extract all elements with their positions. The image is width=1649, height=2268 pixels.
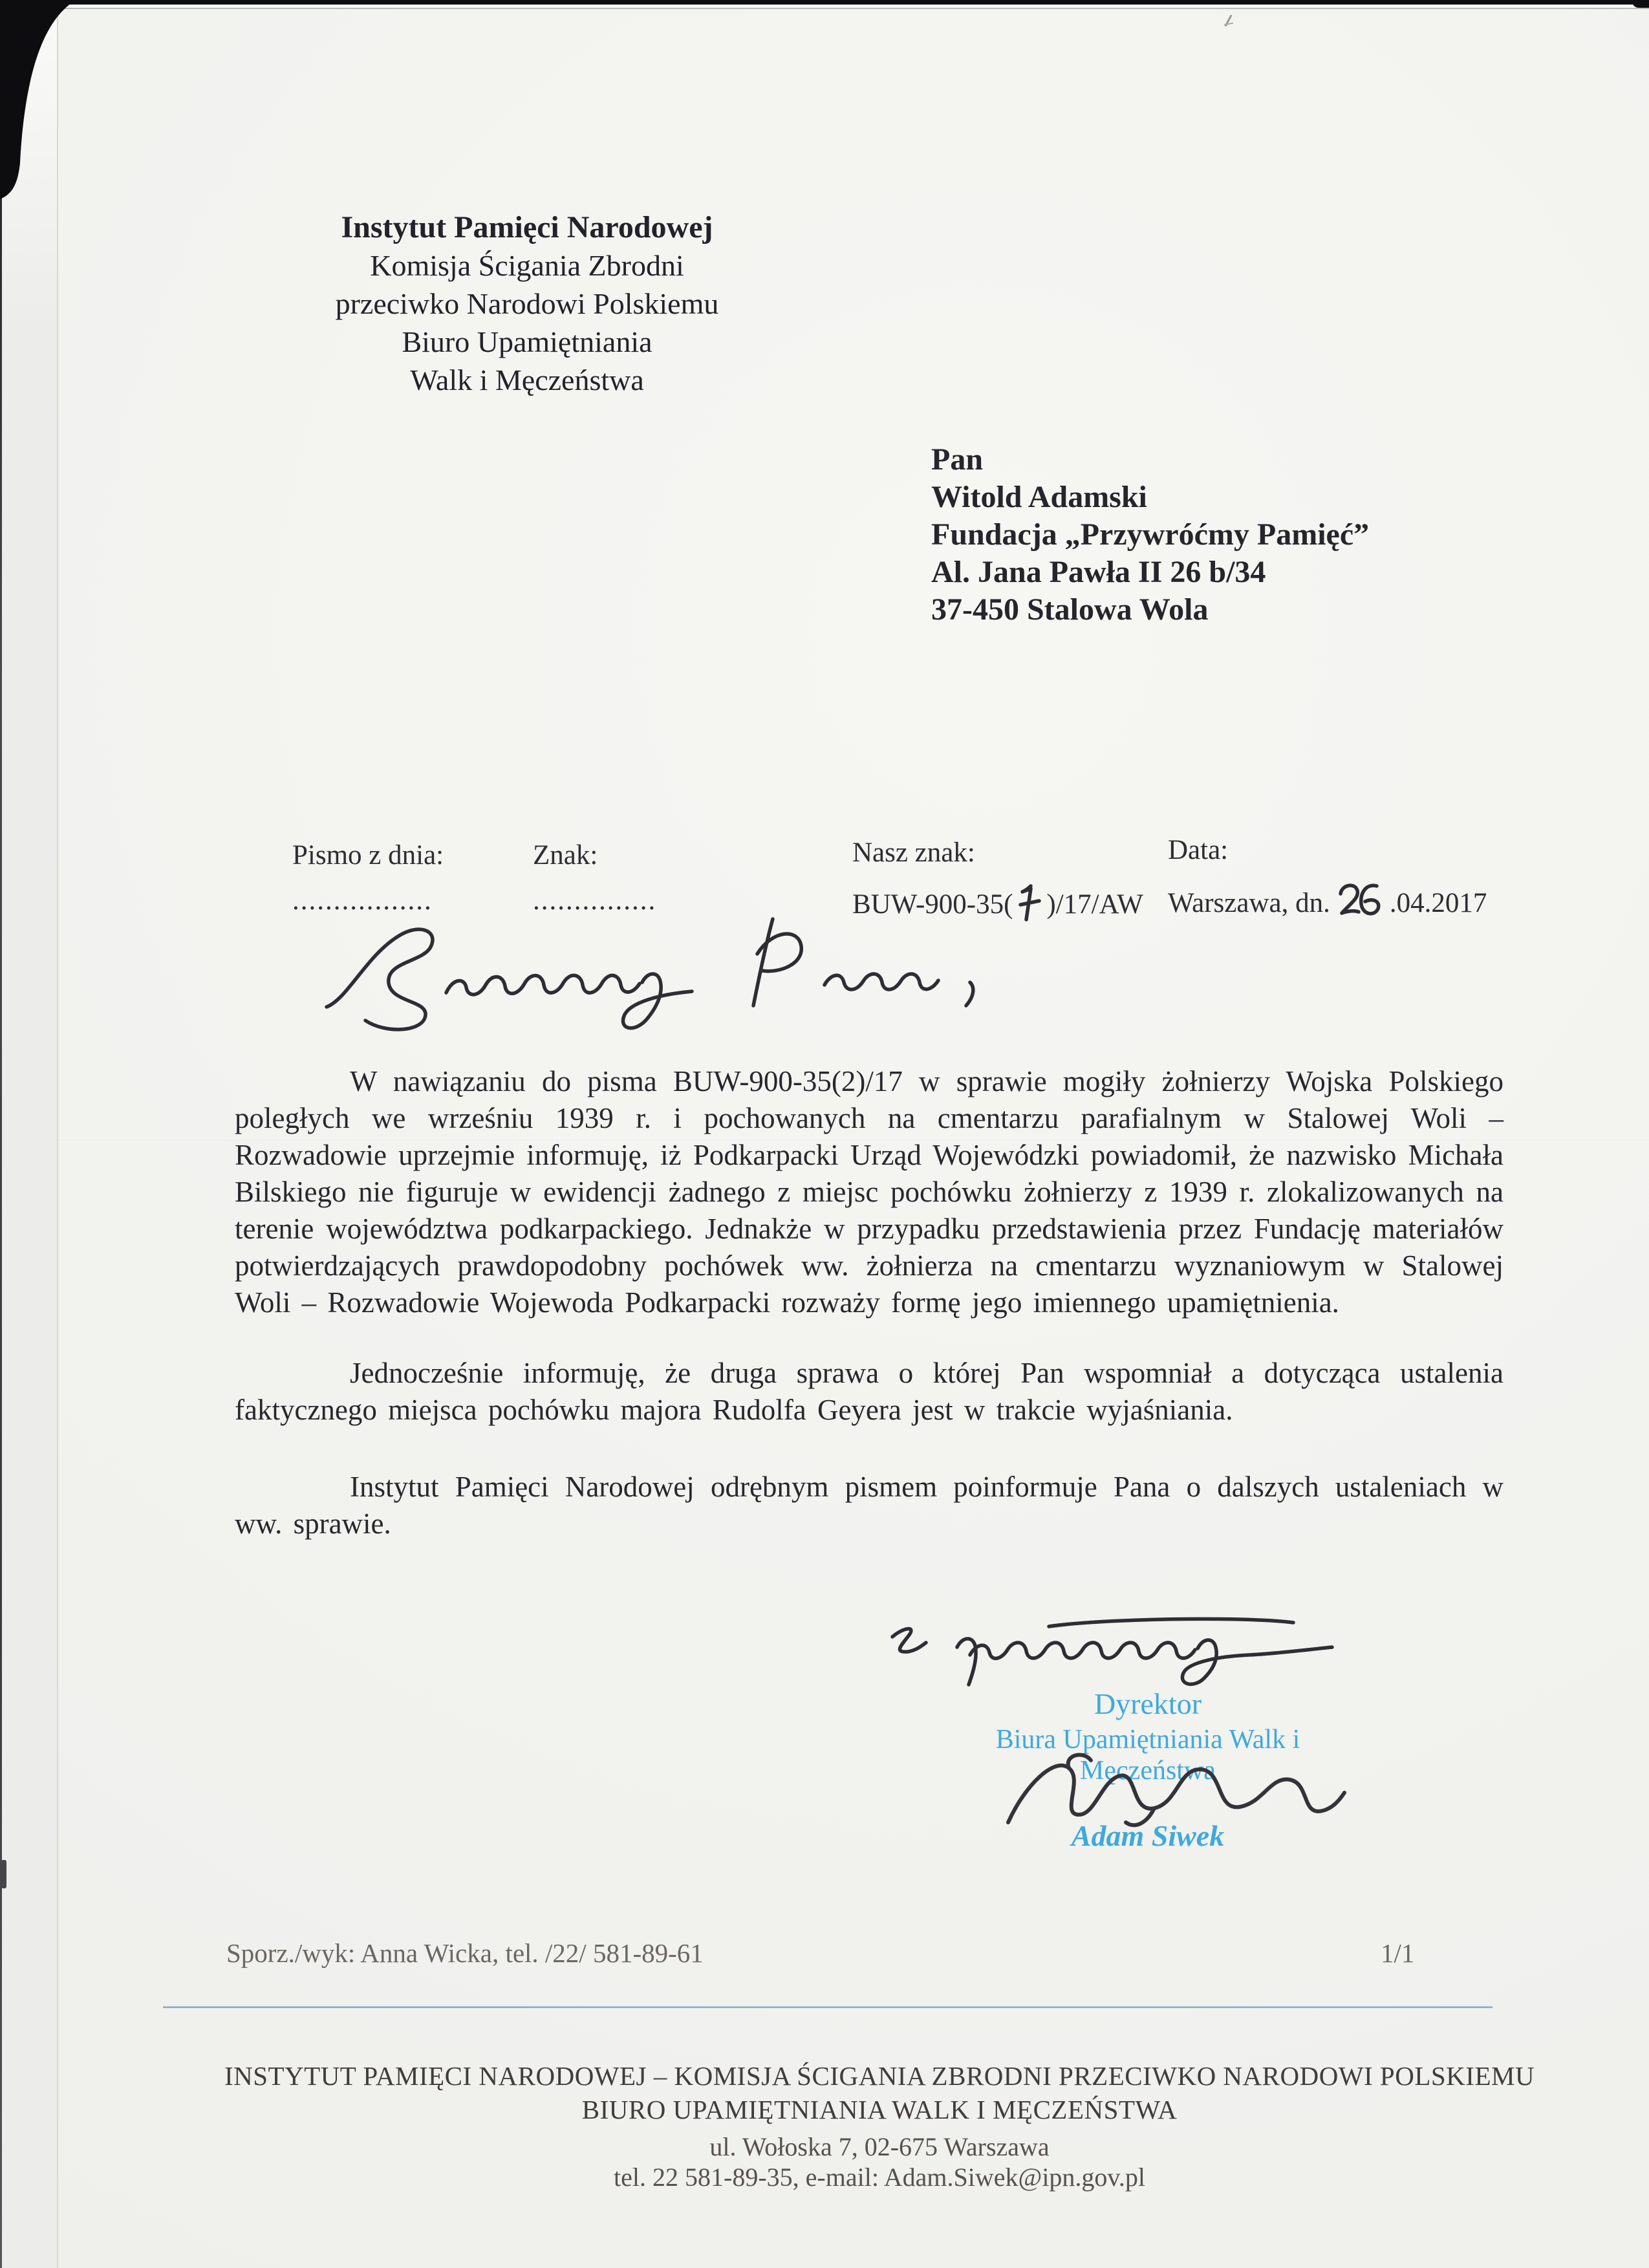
letterhead-line: Instytut Pamięci Narodowej [341,210,713,244]
scan-corner-nick [1632,0,1649,8]
recipient-line: Pan [931,442,984,477]
scan-corner-artifact [0,0,97,200]
our-reference-label: Nasz znak: [852,837,975,868]
date-suffix: .04.2017 [1389,888,1487,918]
recipient-line: Al. Jana Pawła II 26 b/34 [931,555,1266,589]
znak-label: Znak: [533,840,598,870]
footer-divider-rule [163,2006,1493,2008]
scan-left-tick [1,1860,6,1888]
reference-suffix: )/17/AW [1046,889,1143,920]
closing-title: Dyrektor [1094,1687,1202,1720]
date-prefix: Warszawa, dn. [1168,888,1330,918]
scan-top-edge [0,0,1649,5]
letterhead-line: Biuro Upamiętniania [402,325,652,358]
letterhead-line: Komisja Ścigania Zbrodni [370,249,684,282]
scan-top-hairline [57,8,1649,9]
date-value [1168,880,1487,921]
date-label: Data: [1168,835,1229,865]
prepared-by: Sporz./wyk: Anna Wicka, tel. /22/ 581-89-61 [226,1938,704,1968]
footer-address: ul. Wołoska 7, 02-675 Warszawa [709,2132,1050,2161]
recipient-line: Witold Adamski [931,480,1147,514]
letter-date-label: Pismo z dnia: [292,840,444,870]
letter-body [235,1063,1503,1542]
body-paragraph-2: Jednocześnie informuję, że druga sprawa o której Pan wspomniał a dotycząca ustalenia faktycznego miejsca pochówku majora Rudolfa Geyera jest w trakcie wyjaśniania. [235,1357,1503,1426]
recipient-line: Fundacja „Przywróćmy Pamięć” [931,517,1370,552]
letterhead [272,208,782,399]
letterhead-line: przeciwko Narodowi Polskiemu [335,287,719,320]
page-edge-shadow [57,0,58,2268]
body-paragraph-3: Instytut Pamięci Narodowej odrębnym pismem poinformuje Pana o dalszych ustaleniach w ww. sprawie. [235,1471,1503,1540]
handwritten-salutation [320,915,1006,1044]
znak-placeholder: ............... [533,885,657,916]
reference-prefix: BUW-900-35( [852,889,1013,920]
footer-org-line-1: INSTYTUT PAMIĘCI NARODOWEJ – KOMISJA ŚCIGANIA ZBRODNI PRZECIWKO NARODOWI POLSKIEMU [224,2061,1535,2091]
recipient-line: 37-450 Stalowa Wola [931,592,1209,627]
recipient-address [931,441,1369,629]
body-paragraph-1: W nawiązaniu do pisma BUW-900-35(2)/17 w sprawie mogiły żołnierzy Wojska Polskiego poległych we wrześniu 1939 r. i pochowanych na cmentarzu parafialnym w Stalowej Woli – Rozwadowie uprzejmie informuję, iż Podkarpacki Urząd Wojewódzki powiadomił, że nazwisko Michała Bilskiego nie figuruje w ewidencji żadnego z miejsc pochówku żołnierzy z 1939 r. zlokalizowanych na terenie województwa podkarpackiego. Jednakże w przypadku przedstawienia przez Fundację materiałów potwierdzających prawdopodobny pochówek ww. żołnierza na cmentarzu wyznaniowym w Stalowej Woli – Rozwadowie Wojewoda Podkarpacki rozważy formę jego imiennego upamiętnienia. [235,1065,1503,1319]
letter-date-placeholder: ................. [292,885,433,916]
closing-office: Biura Upamiętniania Walk i Męczeństwa [995,1725,1300,1786]
footer-org-line-2: BIURO UPAMIĘTNIANIA WALK I MĘCZEŃSTWA [581,2095,1178,2124]
scan-left-edge [0,0,2,2268]
handwritten-date-day [1334,880,1388,921]
signatory-name: Adam Siwek [1071,1819,1225,1852]
page-number: 1/1 [1381,1938,1415,1968]
footer-contact: tel. 22 581-89-35, e-mail: Adam.Siwek@ipn.gov.pl [614,2163,1145,2192]
handwritten-reference-digit [1017,882,1042,923]
scanner-lid-strip [2,0,57,2268]
letterhead-line: Walk i Męczeństwa [410,363,644,396]
